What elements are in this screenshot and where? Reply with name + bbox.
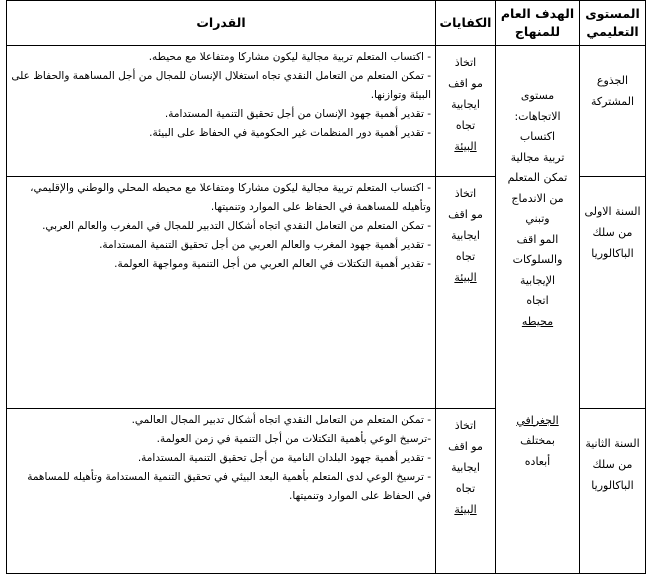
- competency-line: اتخاذ: [454, 419, 477, 432]
- goal-cell-continued: [496, 409, 580, 574]
- goal-line: المو اقف: [516, 232, 559, 246]
- ability-item: - تقدير أهمية جهود البلدان النامية من أجل تحقيق التنمية المستدامة.: [137, 452, 431, 464]
- goal-line: مستوى: [520, 89, 555, 102]
- competency-cell: [436, 46, 496, 177]
- goal-line: أبعاده: [524, 454, 551, 468]
- competency-line: تجاه: [455, 250, 476, 263]
- goal-line: الإيجابية: [519, 273, 556, 287]
- abilities-cell: [7, 409, 436, 574]
- competency-underlined: البيئة: [454, 140, 477, 153]
- ability-item: - تمكن المتعلم من التعامل النقدي تجاه استغلال الإنسان للمجال من أجل المساهمة والحفاظ على البيئة وتوازنها.: [11, 70, 431, 101]
- ability-item: - تقدير أهمية جهود الإنسان من أجل تحقيق التنمية المستدامة.: [164, 108, 431, 120]
- ability-item: - تمكن المتعلم من التعامل النقدي اتجاه أشكال التدبير للمجال في المغرب والعالم العربي.: [42, 220, 431, 232]
- ability-item: - اكتساب المتعلم تربية مجالية ليكون مشاركا ومتفاعلا مع محيطه.: [148, 51, 431, 63]
- ability-item: -ترسيخ الوعي بأهمية التكتلات من أجل التنمية في زمن العولمة.: [156, 433, 431, 445]
- abilities-cell: [7, 46, 436, 177]
- header-level: المستوى التعليمي: [580, 1, 646, 46]
- goal-cell: [496, 46, 580, 409]
- competency-line: تجاه: [455, 119, 476, 132]
- competency-line: مو اقف: [448, 77, 483, 90]
- competency-cell: [436, 177, 496, 409]
- competency-line: اتخاذ: [454, 187, 477, 200]
- curriculum-table: [6, 0, 646, 574]
- competency-line: مو اقف: [448, 208, 483, 221]
- competency-line: اتخاذ: [454, 56, 477, 69]
- table-row: [7, 46, 646, 177]
- goal-line: والسلوكات: [512, 253, 563, 266]
- competency-line: ايجابية: [451, 461, 480, 474]
- goal-line: الاتجاهات:: [514, 109, 561, 123]
- competency-line: مو اقف: [448, 440, 483, 453]
- abilities-cell: [7, 177, 436, 409]
- table-row: [7, 409, 646, 574]
- ability-item: - تقدير أهمية جهود المغرب والعالم العربي من أجل تحقيق التنمية المستدامة.: [99, 239, 431, 251]
- competency-underlined: البيئة: [454, 503, 477, 516]
- ability-item: - تقدير أهمية التكتلات في العالم العربي من أجل التنمية ومواجهة العولمة.: [114, 258, 431, 270]
- goal-line: بمختلف: [520, 434, 555, 447]
- ability-item: - اكتساب المتعلم تربية مجالية ليكون مشاركا ومتفاعلا مع محيطه المحلي والوطني والإقليمي، وتأهيله للمساهمة في الحفاظ على الموارد وتنميتها.: [30, 182, 431, 213]
- ability-item: - تمكن المتعلم من التعامل النقدي اتجاه أشكال تدبير المجال العالمي.: [131, 414, 431, 426]
- goal-line: وتبني: [525, 212, 550, 225]
- table-header-row: [7, 1, 646, 46]
- header-competencies: الكفايات: [436, 1, 496, 46]
- goal-line: تمكن المتعلم: [507, 171, 568, 184]
- level-cell: السنة الاولى من سلك الباكالوريا: [580, 177, 646, 409]
- ability-item: - ترسيخ الوعي لدى المتعلم بأهمية البعد البيئي في تحقيق التنمية المستدامة وتأهيله للمساهمة في الحفاظ على الموارد وتنميتها.: [27, 471, 431, 502]
- goal-line: اتجاه: [526, 294, 549, 307]
- competency-line: ايجابية: [451, 229, 480, 242]
- level-cell: السنة الثانية من سلك الباكالوريا: [580, 409, 646, 574]
- competency-cell: [436, 409, 496, 574]
- competency-line: ايجابية: [451, 98, 480, 111]
- goal-underlined-term: محيطه: [521, 314, 554, 328]
- goal-line: اكتساب: [519, 130, 556, 143]
- goal-underlined-term: الجغرافي: [516, 413, 559, 427]
- goal-line: من الاندماج: [511, 191, 564, 205]
- ability-item: - تقدير أهمية دور المنظمات غير الحكومية في الحفاظ على البيئة.: [149, 127, 431, 139]
- level-cell: الجذوع المشتركة: [580, 46, 646, 177]
- competency-line: تجاه: [455, 482, 476, 495]
- header-goal: الهدف العام للمنهاج: [496, 1, 580, 46]
- header-abilities: القدرات: [7, 1, 436, 46]
- competency-underlined: البيئة: [454, 271, 477, 284]
- goal-line: تربية مجالية: [510, 150, 565, 164]
